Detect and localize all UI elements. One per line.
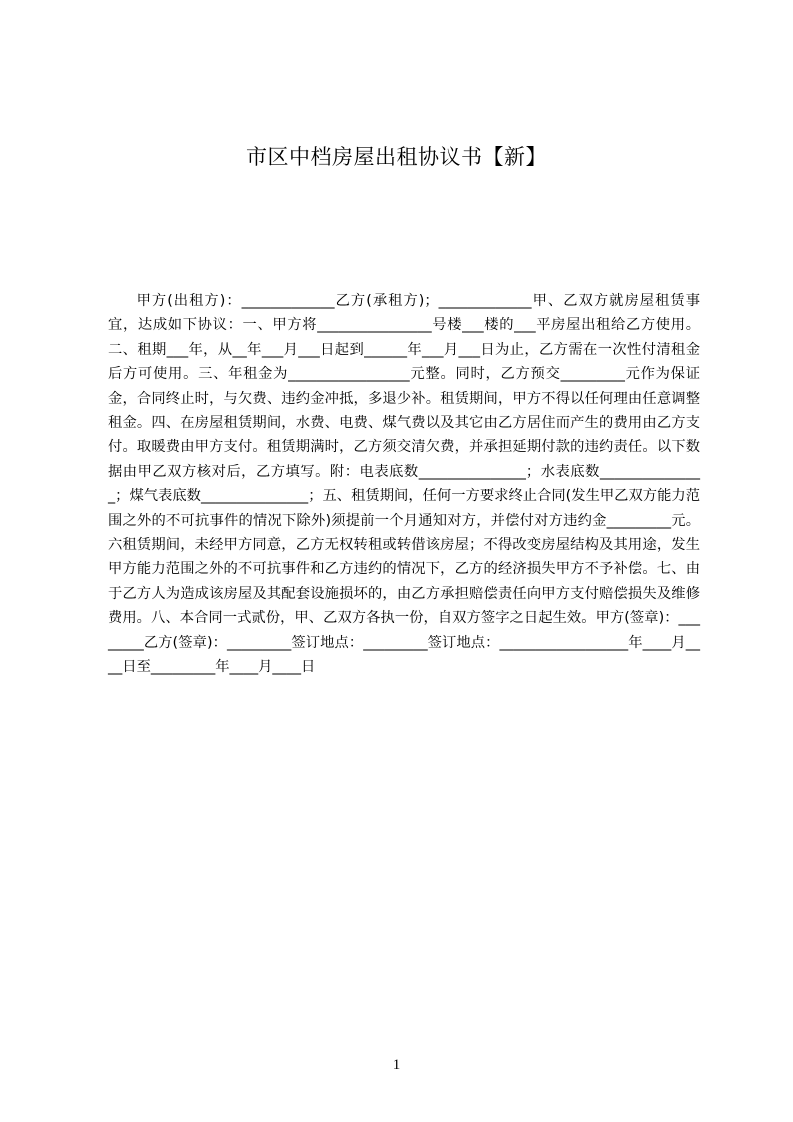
- agreement-body-text: 甲方(出租方)：_____________乙方(承租方)；_____________甲、乙双方就房屋租赁事宜，达成如下协议：一、甲方将________________号楼___楼的___平房屋出租给乙方使用。二、租期___年，从__年___月___日起到______年___月___日为止，乙方需在一次性付清租金后方可使用。三、年租金为_________________元整。同时，乙方预交_________元作为保证金，合同终止时，与欠费、违约金冲抵，多退少补。租赁期间，甲方不得以任何理由任意调整租金。四、在房屋租赁期间，水费、电费、煤气费以及其它由乙方居住而产生的费用由乙方支付。取暖费由甲方支付。租赁期满时，乙方须交清欠费，并承担延期付款的违约责任。以下数据由甲乙双方核对后，乙方填写。附：电表底数_______________；水表底数_______________；煤气表底数_______________；五、租赁期间，任何一方要求终止合同(发生甲乙双方能力范围之外的不可抗事件的情况下除外)须提前一个月通知对方，并偿付对方违约金_________元。六租赁期间，未经甲方同意，乙方无权转租或转借该房屋；不得改变房屋结构及其用途，发生甲方能力范围之外的不可抗事件和乙方违约的情况下，乙方的经济损失甲方不予补偿。七、由于乙方人为造成该房屋及其配套设施损坏的，由乙方承担赔偿责任向甲方支付赔偿损失及维修费用。八、本合同一式贰份，甲、乙双方各执一份，自双方签字之日起生效。甲方(签章)：________乙方(签章)：_________签订地点：_________签订地点：__________________年____月____日至_________年____月____日: [108, 293, 700, 676]
- page-number: 1: [392, 1057, 401, 1073]
- document-title: 市区中档房屋出租协议书【新】: [246, 145, 547, 169]
